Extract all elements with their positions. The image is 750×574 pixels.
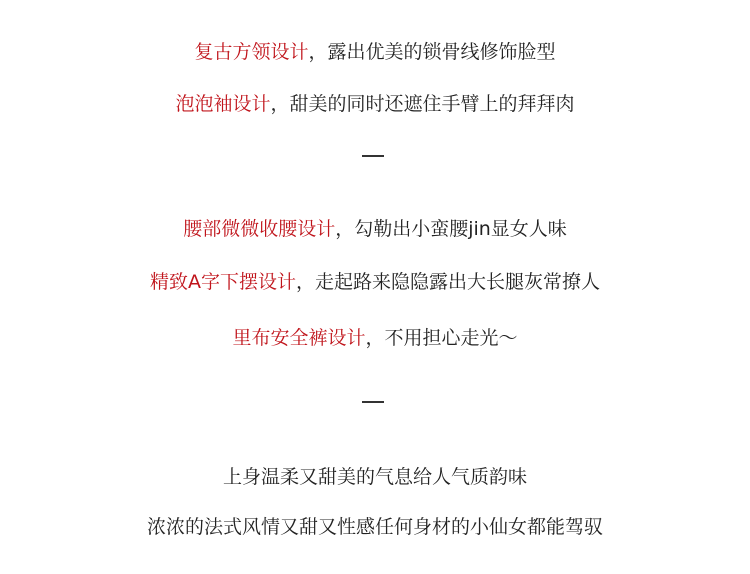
feature-highlight: 复古方领设计 <box>194 41 309 63</box>
feature-description: ，勾勒出小蛮腰jin显女人味 <box>335 218 567 240</box>
feature-description: ，露出优美的锁骨线修饰脸型 <box>308 41 556 63</box>
feature-description: ，甜美的同时还遮住手臂上的拜拜肉 <box>270 93 575 115</box>
summary-line-french-style: 浓浓的法式风情又甜又性感任何身材的小仙女都能驾驭 <box>146 516 603 538</box>
summary-line-temperament: 上身温柔又甜美的气息给人气质韵味 <box>222 466 527 488</box>
feature-highlight: 里布安全裤设计 <box>232 327 366 349</box>
feature-line-waist <box>0 216 750 242</box>
feature-highlight: 腰部微微收腰设计 <box>183 218 336 240</box>
feature-line-a-line-hem <box>0 269 750 295</box>
feature-highlight: 泡泡袖设计 <box>175 93 271 115</box>
feature-line-puff-sleeve <box>0 91 750 117</box>
section-divider <box>362 401 384 403</box>
feature-description: ，走起路来隐隐露出大长腿灰常撩人 <box>295 271 600 293</box>
section-divider <box>362 155 384 157</box>
feature-line-safety-shorts <box>0 325 750 351</box>
feature-description: ，不用担心走光～ <box>365 327 518 349</box>
feature-line-square-collar <box>0 39 750 65</box>
feature-highlight: 精致A字下摆设计 <box>149 271 296 293</box>
